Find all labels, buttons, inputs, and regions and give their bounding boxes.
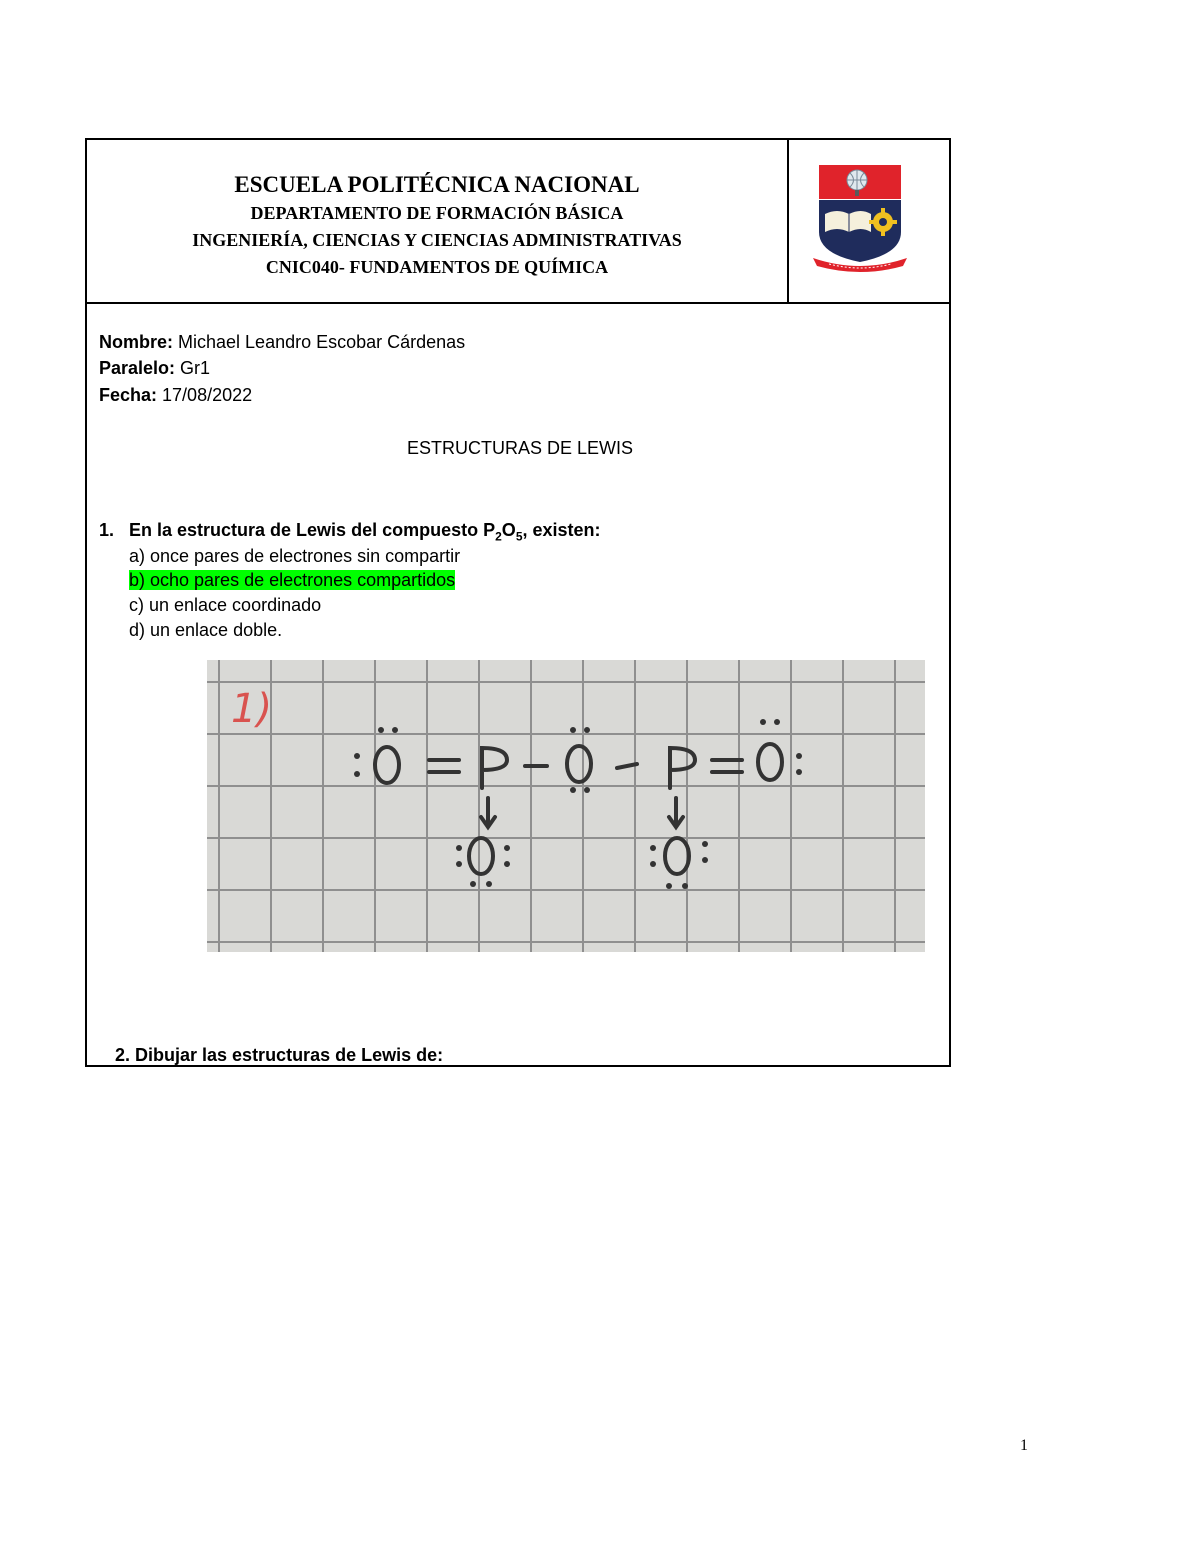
question-1-sub2: 5 [515,529,523,544]
photo-question-label: 1) [231,686,273,732]
name-label: Nombre: [99,332,174,352]
group-label: Paralelo: [99,358,176,378]
name-value: Michael Leandro Escobar Cárdenas [173,332,466,352]
date-line [99,385,252,406]
document-frame [85,138,951,1067]
question-1-text-after: , existen: [522,520,601,540]
date-label: Fecha: [99,385,158,405]
group-line [99,358,210,379]
question-2: 2. Dibujar las estructuras de Lewis de: [115,1045,444,1065]
page-number: 1 [1020,1437,1028,1454]
option-c: c) un enlace coordinado [129,595,322,615]
question-1-number: 1. [99,520,115,540]
question-1 [99,520,601,544]
header-row [87,140,949,304]
option-b [129,570,455,591]
section-title: ESTRUCTURAS DE LEWIS [406,438,634,458]
option-a: a) once pares de electrones sin compartir [129,546,461,566]
group-value: Gr1 [175,358,211,378]
name-line [99,332,465,353]
question-1-mid: O [501,520,516,540]
course-name: CNIC040- FUNDAMENTOS DE QUÍMICA [265,257,609,277]
header-text-cell [87,140,789,302]
institution-name: ESCUELA POLITÉCNICA NACIONAL [234,172,640,197]
option-b-highlight: b) ocho pares de electrones compartidos [129,570,456,590]
date-value: 17/08/2022 [157,385,253,405]
faculty-name: INGENIERÍA, CIENCIAS Y CIENCIAS ADMINISTRATIVAS [192,230,682,250]
option-d: d) un enlace doble. [129,620,283,640]
department-name: DEPARTAMENTO DE FORMACIÓN BÁSICA [250,203,624,223]
question-1-text-before: En la estructura de Lewis del compuesto P [129,520,496,540]
lewis-structure-photo [207,660,925,952]
question-1-sub1: 2 [495,529,502,544]
epn-shield-logo-icon [809,162,909,274]
